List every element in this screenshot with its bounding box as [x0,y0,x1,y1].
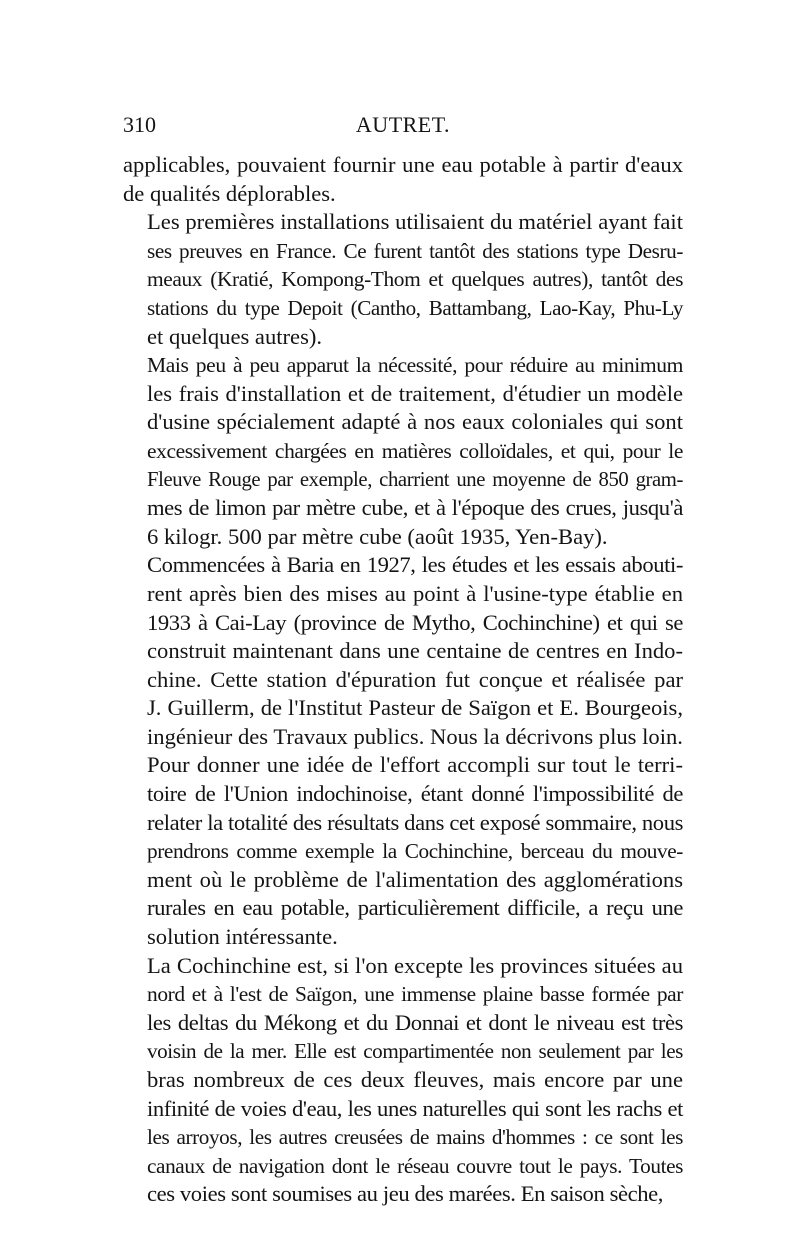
paragraph [123,952,683,1209]
text-line: voisin de la mer. Elle est compartimentée non seulement par les [147,1039,683,1064]
text-line: excessivement chargées en matières colloïdales, et qui, pour le [147,438,683,463]
text-line: nord et à l'est de Saïgon, une immense plaine basse formée par [147,982,683,1007]
paragraph [123,551,683,751]
text-line: les frais d'installation et de traitement, d'étudier un modèle [147,380,683,406]
text-line: ingénieur des Travaux publics. Nous la décrivons plus loin. [147,723,683,749]
paragraph [123,351,683,551]
text-line: Commencées à Baria en 1927, les études et les essais abouti- [147,552,683,578]
text-line: ces voies sont soumises au jeu des marées. En saison sèche, [147,1181,664,1207]
paragraph [123,751,683,951]
page-header [123,112,683,152]
text-line: bras nombreux de ces deux fleuves, mais encore par une [147,1067,683,1092]
text-line: ment où le problème de l'alimentation des agglomérations [147,866,683,892]
page-number: 310 [123,112,156,137]
text-line: d'usine spécialement adapté à nos eaux coloniales qui sont [147,409,683,435]
text-line: canaux de navigation dont le réseau couvre tout le pays. Toutes [147,1153,683,1178]
text-line: prendrons comme exemple la Cochinchine, berceau du mouve- [147,839,683,864]
text-line: rurales en eau potable, particulièrement difficile, a reçu une [147,895,683,921]
text-line: Pour donner une idée de l'effort accompli sur tout le terri- [147,752,683,778]
text-line: Fleuve Rouge par exemple, charrient une moyenne de 850 gram- [147,468,683,491]
text-line: La Cochinchine est, si l'on excepte les provinces situées au [147,952,683,978]
running-title: AUTRET. [355,112,451,137]
paragraph [123,208,683,351]
text-line: Les premières installations utilisaient du matériel ayant fait [147,209,683,235]
text-line: 6 kilogr. 500 par mètre cube (août 1935, Yen-Bay). [147,523,608,549]
text-line: infinité de voies d'eau, les unes naturelles qui sont les rachs et [147,1095,683,1121]
text-line: rent après bien des mises au point à l'usine-type établie en [147,580,683,606]
text-line: meaux (Kratié, Kompong-Thom et quelques autres), tantôt des [147,267,683,292]
text-line: et quelques autres). [147,323,323,349]
text-line: les arroyos, les autres creusées de mains d'hommes : ce sont les [147,1125,683,1150]
text-line: mes de limon par mètre cube, et à l'époque des crues, jusqu'à [147,495,683,521]
text-line: chine. Cette station d'épuration fut conçue et réalisée par [147,666,683,692]
text-line: ses preuves en France. Ce furent tantôt des stations type Desru- [147,238,683,263]
paragraph [123,151,683,208]
text-line: solution intéressante. [147,924,338,950]
text-line: Mais peu à peu apparut la nécessité, pour réduire au minimum [147,353,683,378]
text-line: relater la totalité des résultats dans cet exposé sommaire, nous [147,809,683,835]
body-text [123,151,683,1209]
text-line: J. Guillerm, de l'Institut Pasteur de Saïgon et E. Bourgeois, [147,695,683,721]
text-line: de qualités déplorables. [123,180,336,206]
text-line: applicables, pouvaient fournir une eau potable à partir d'eaux [123,152,683,177]
text-line: 1933 à Cai-Lay (province de Mytho, Cochinchine) et qui se [147,609,683,635]
text-line: construit maintenant dans une centaine de centres en Indo- [147,638,683,664]
text-line: stations du type Depoit (Cantho, Battambang, Lao-Kay, Phu-Ly [147,295,683,320]
text-line: les deltas du Mékong et du Donnai et dont le niveau est très [147,1009,683,1035]
text-line: toire de l'Union indochinoise, étant donné l'impossibilité de [147,781,683,807]
